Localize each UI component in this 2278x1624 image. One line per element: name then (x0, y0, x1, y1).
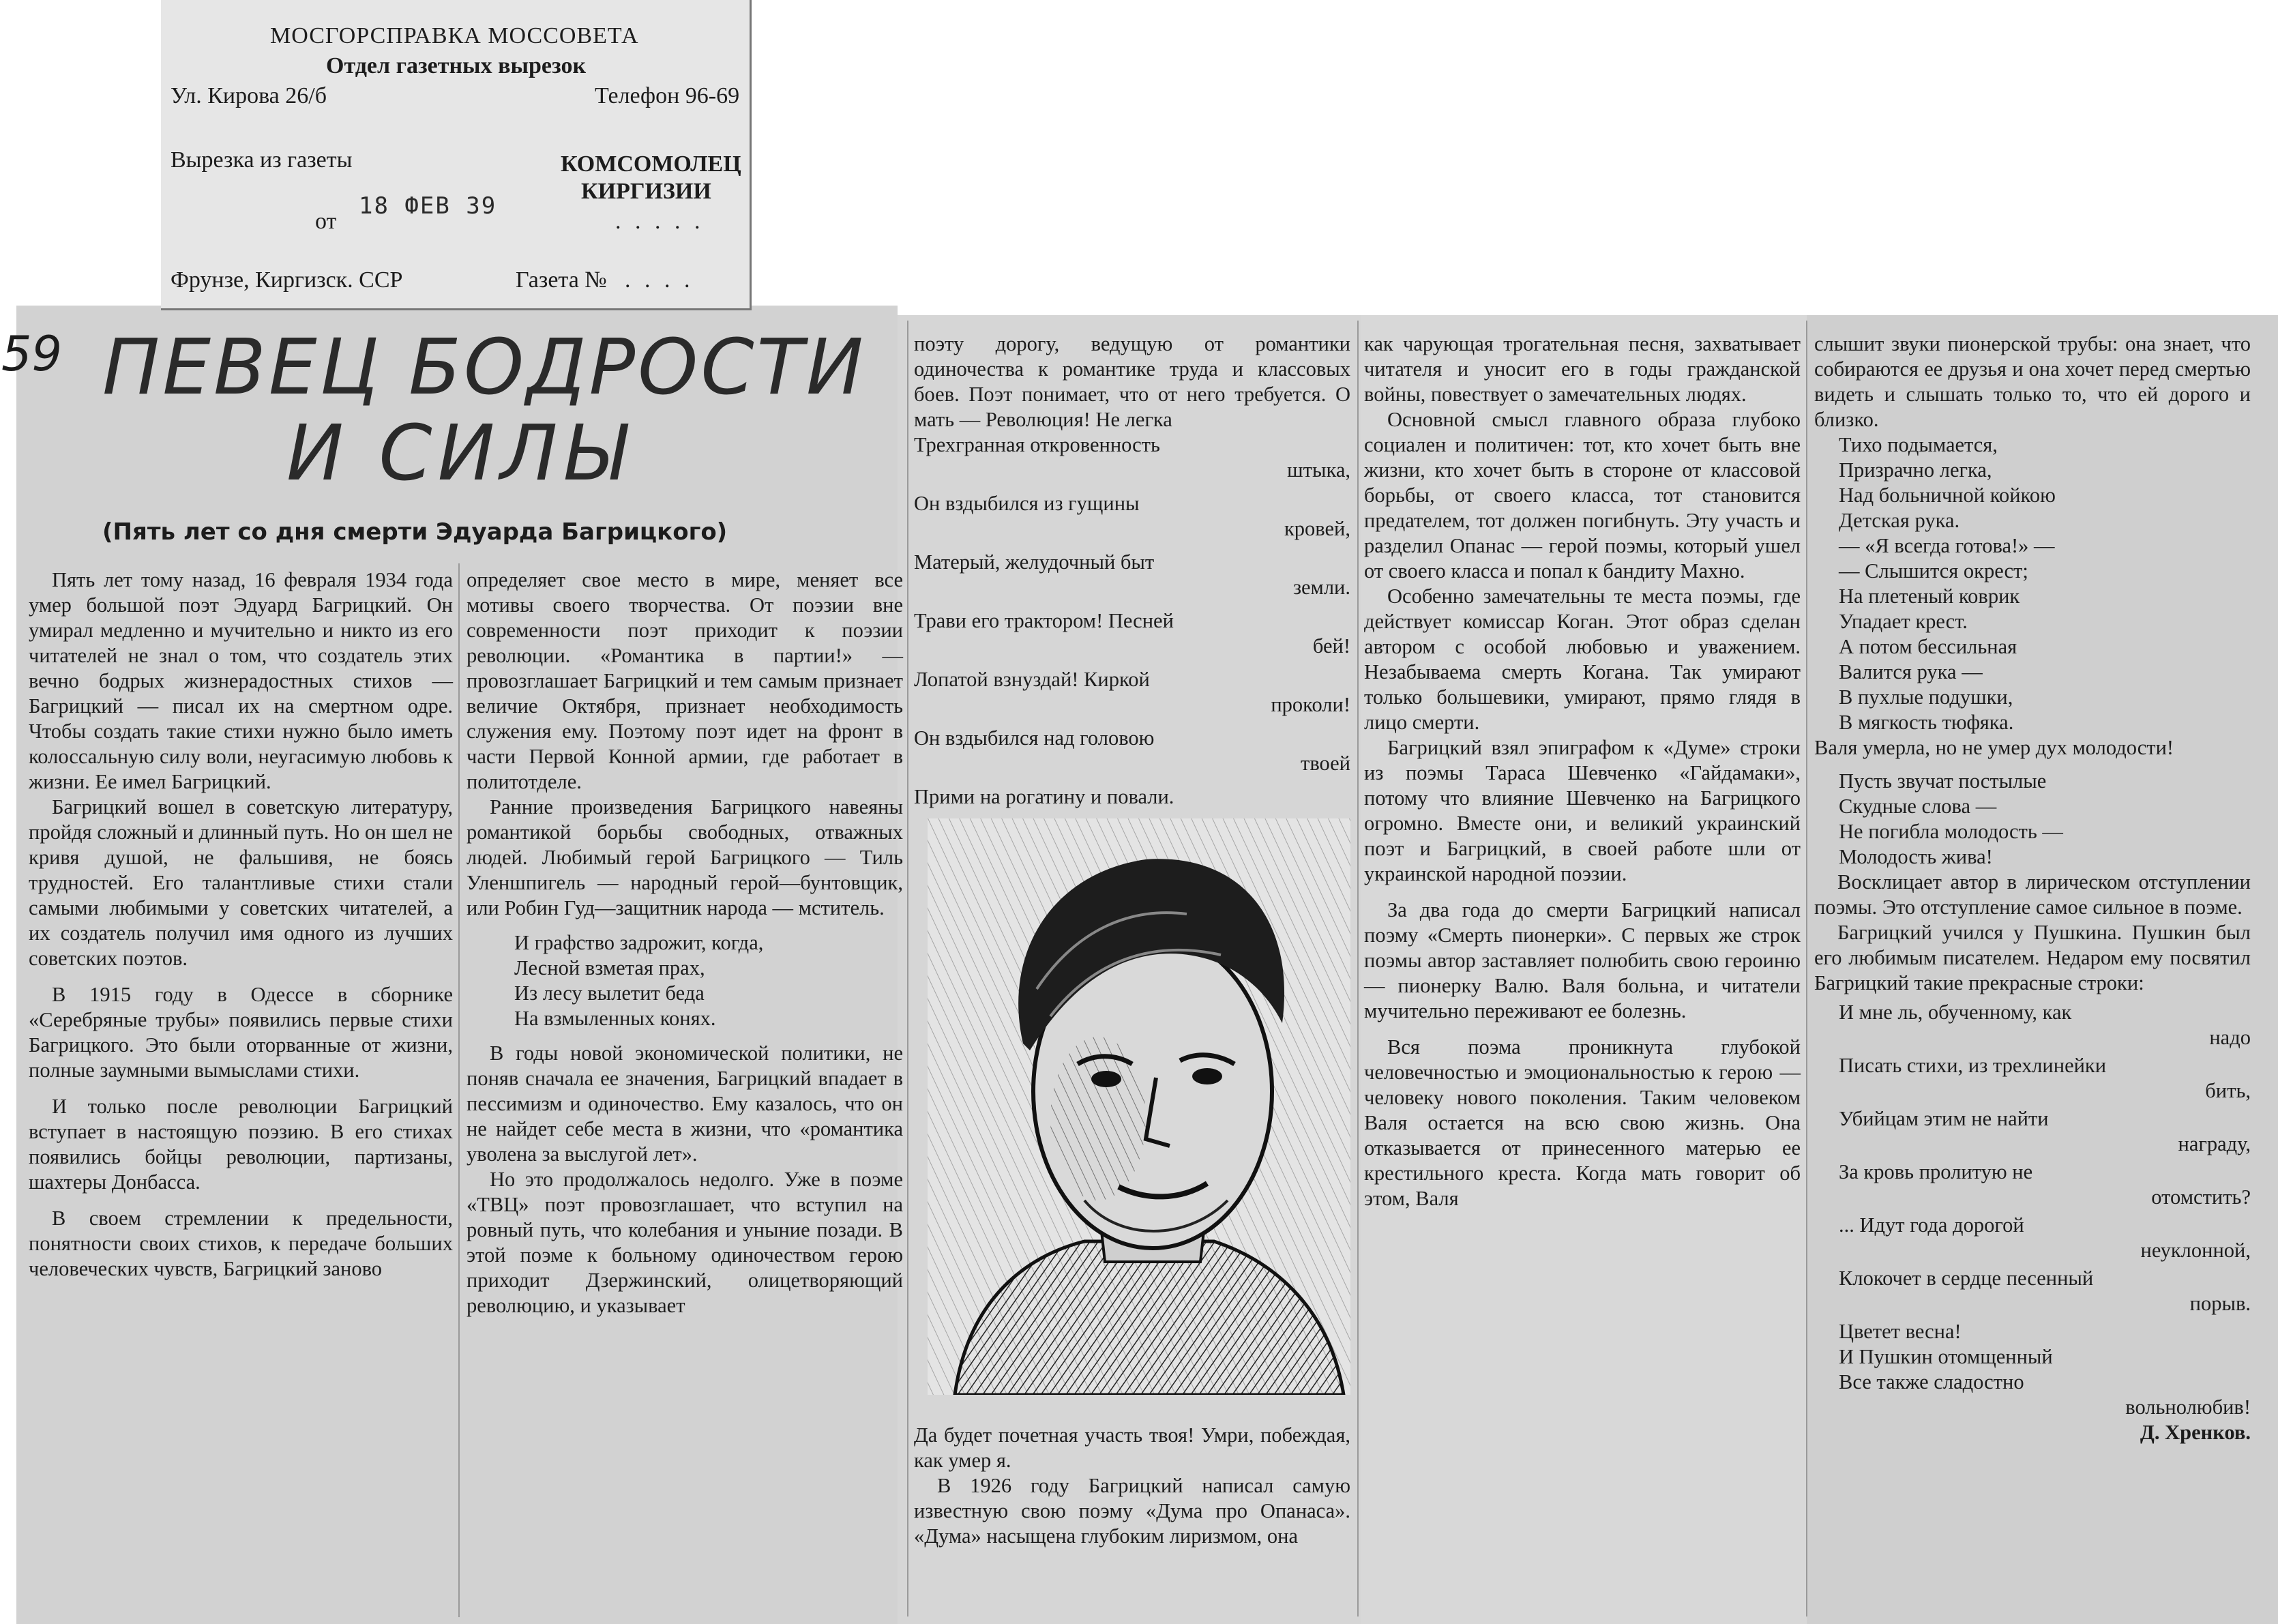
clipping-stamp (161, 0, 752, 310)
verse-line: Валится рука — (1839, 660, 1983, 683)
verse-line-end: бить, (2205, 1079, 2251, 1102)
paragraph: Основной смысл главного образа глубоко социален и политичен: тот, кто хочет быть вне жизни, кто хочет быть в стороне от классовой борьбы, от своего класса, тот становится предателем, тот должен погибнуть. Эту участь и разделил Опанас — герой поэмы, который ушел от своего класса и попал к бандиту Махно. (1364, 408, 1801, 582)
verse-line: На взмыленных конях. (514, 1007, 716, 1030)
article-column-3-bottom (914, 1423, 1350, 1549)
stamp-date-label: от (315, 209, 337, 234)
article-column-4 (1364, 331, 1801, 1211)
margin-number: 59 (1, 326, 63, 382)
paragraph: Багрицкий вошел в советскую литературу, пройдя сложный и длинный путь. Но он шел не кривя душой, не фальшивя, не боясь трудностей. Его талантливые стихи стали самыми любимыми у советских читателей, а их создатель получил имя одного из лучших советских поэтов. (29, 795, 453, 970)
verse-line-end: твоей (1300, 752, 1350, 775)
verse-line: — Слышится окрест; (1839, 559, 2028, 582)
paragraph: поэту дорогу, ведущую от романтики одиночества к романтике труда и классовых боев. Поэт понимает, что от него требуется. О мать — Революция! Не легка (914, 332, 1350, 431)
paragraph: Ранние произведения Багрицкого навеяны романтикой борьбы свободных, отважных людей. Любимый герой Багрицкого — Тиль Уленшпигель — народный герой—бунтовщик, или Робин Гуд—защитник народа — мститель. (467, 795, 903, 919)
stamp-issue-label: Газета № (516, 267, 607, 293)
verse-line-end: земли. (1292, 576, 1350, 599)
paragraph: За два года до смерти Багрицкий написал поэму «Смерть пионерки». С первых же строк поэмы автор заставляет полюбить свою героиню — пионерку Валю. Валя больна, и читатели мучительно переживают ее болезнь. (1364, 898, 1801, 1022)
paragraph: Особенно замечательны те места поэмы, где действует комиссар Коган. Этот образ сделан автором с особой любовью и уважением. Незабываема смерть Когана. Так умирают только большевики, умирают, прямо глядя в лицо смерти. (1364, 585, 1801, 734)
verse-line-end: кровей, (1284, 517, 1350, 540)
stamp-issue-dots: . . . . (625, 267, 694, 293)
paragraph: Восклицает автор в лирическом отступлении поэмы. Это отступление самое сильное в поэме. (1814, 870, 2251, 919)
verse-line-end: бей! (1312, 634, 1350, 658)
paragraph: Пять лет тому назад, 16 февраля 1934 года умер большой поэт Эдуард Багрицкий. Он умирал медленно и мучительно и никто из его читателей не знал о том, что создатель этих вечно бодрых жизнерадостных стихов — Багрицкий — писал их на смертном одре. Чтобы создать такие стихи нужно было иметь колоссальную силу воли, неугасимую любовь к жизни. Ее имел Багрицкий. (29, 568, 453, 793)
stamp-org: МОСГОРСПРАВКА МОССОВЕТА (270, 23, 639, 48)
verse-pioneer (1839, 432, 2251, 735)
verse-line-end: надо (2209, 1026, 2251, 1049)
column-rule-2 (907, 321, 908, 1616)
stamp-newspaper-line2: КИРГИЗИИ (581, 179, 711, 204)
column-rule-1 (458, 563, 460, 1617)
paragraph: В годы новой экономической политики, не поняв сначала ее значения, Багрицкий впадает в пессимизм и одиночество. Ему казалось, что он не найдет себе места в жизни, что «романтика уволена за выслугой лет». (467, 1042, 903, 1166)
column-rule-4 (1806, 321, 1807, 1616)
article-title-line2: И СИЛЫ (286, 409, 632, 498)
stamp-date-value: 18 ФЕВ 39 (359, 192, 497, 220)
verse-line: Трави его трактором! Песней (914, 609, 1174, 632)
verse-line: Детская рука. (1839, 509, 1960, 532)
column-rule-3 (1357, 321, 1359, 1616)
verse-line: На плетеный коврик (1839, 585, 2020, 608)
verse-line-end: проколи! (1271, 693, 1350, 716)
verse-line: И Пушкин отомщенный (1839, 1345, 2053, 1368)
verse-line: Молодость жива! (1839, 845, 1993, 868)
article-column-2 (467, 567, 903, 1318)
verse-line: Пусть звучат постылые (1839, 769, 2047, 793)
stamp-newspaper-line1: КОМСОМОЛЕЦ (561, 151, 741, 177)
verse-line: В мягкость тюфяка. (1839, 711, 2014, 734)
verse-line: И мне ль, обученному, как (1839, 1001, 2072, 1024)
verse-line: Лопатой взнуздай! Киркой (914, 668, 1150, 691)
verse-line: Убийцам этим не найти (1839, 1107, 2049, 1130)
stamp-address: Ул. Кирова 26/б (171, 83, 327, 108)
verse-line: — «Я всегда готова!» — (1839, 534, 2055, 557)
verse-line-end: порыв. (2189, 1292, 2251, 1315)
paragraph: В 1926 году Багрицкий написал самую известную свою поэму «Дума про Опанаса». «Дума» насыщена глубоким лиризмом, она (914, 1474, 1350, 1548)
verse-line-end: награду, (2178, 1132, 2251, 1155)
verse-line: Он вздыбился из гущины (914, 492, 1140, 515)
verse-line: Цветет весна! (1839, 1320, 1962, 1343)
author-signature: Д. Хренков. (2140, 1421, 2251, 1444)
verse-line: Скудные слова — (1839, 795, 1997, 818)
verse-line: А потом бессильная (1839, 635, 2017, 658)
paragraph: Но это продолжалось недолго. Уже в поэме «ТВЦ» поэт провозглашает, что вступил на ровный путь, что колебания и уныние позади. В этой поэме к больному одиночеством герою приходит Дзержинский, олицетворяющий революцию, и указывает (467, 1168, 903, 1317)
paragraph: Да будет почетная участь твоя! Умри, побеждая, как умер я. (914, 1423, 1350, 1472)
verse-line: Все также сладостно (1839, 1370, 2024, 1393)
paragraph: Валя умерла, но не умер дух молодости! (1814, 736, 2174, 759)
stamp-city: Фрунзе, Киргизск. ССР (171, 267, 403, 293)
poet-portrait (928, 818, 1350, 1395)
verse-line-end: неуклонной, (2140, 1239, 2251, 1262)
verse-line: Лесной взметая прах, (514, 956, 705, 979)
paragraph: Вся поэма проникнута глубокой человечностью и эмоциональностью к герою — человеку нового поколения. Таким человеком Валя остается на всю свою жизнь. Она отказывается от принесенного матерью ее крестильного креста. Когда мать говорит об этом, Валя (1364, 1035, 1801, 1210)
verse-line: Тихо подымается, (1839, 433, 1998, 456)
verse-line: Призрачно легка, (1839, 458, 1992, 482)
article-title-line1: ПЕВЕЦ БОДРОСТИ (102, 323, 866, 412)
article-subtitle: (Пять лет со дня смерти Эдуарда Багрицкого) (102, 518, 728, 546)
verse-line: Матерый, желудочный быт (914, 550, 1155, 574)
verse-tyl (514, 930, 903, 1031)
verse-line-end: вольнолюбив! (2125, 1396, 2251, 1419)
verse-line: За кровь пролитую не (1839, 1160, 2033, 1183)
stamp-phone: Телефон 96-69 (595, 83, 740, 108)
verse-line-end: отомстить? (2151, 1185, 2251, 1209)
paragraph: Багрицкий взял эпиграфом к «Думе» строки из поэмы Тараса Шевченко «Гайдамаки», потому что влияние Шевченко на Багрицкого огромно. Вместе они, и великий украинский поэт и Багрицкий, в своей работе шли от украинской народной поэзии. (1364, 736, 1801, 885)
verse-line: Он вздыбился над головою (914, 726, 1155, 750)
paragraph: Багрицкий учился у Пушкина. Пушкин был его любимым писателем. Недаром ему посвятил Багрицкий такие прекрасные строки: (1814, 921, 2251, 994)
verse-line: Над больничной койкою (1839, 484, 2056, 507)
verse-line-end: штыка, (1287, 458, 1350, 482)
verse-line: Упадает крест. (1839, 610, 1968, 633)
stamp-clipping-label: Вырезка из газеты (171, 147, 353, 173)
paragraph: как чарующая трогательная песня, захватывает читателя и уносит его в годы гражданской войны, повествует о замечательных людях. (1364, 332, 1801, 406)
paragraph: И только после революции Багрицкий вступает в настоящую поэзию. В его стихах появились бойцы революции, партизаны, шахтеры Донбасса. (29, 1095, 453, 1194)
paragraph: В своем стремлении к предельности, понятности своих стихов, к передаче больших человеческих чувств, Багрицкий заново (29, 1207, 453, 1280)
paragraph: В 1915 году в Одессе в сборнике «Серебряные трубы» появились первые стихи Багрицкого. Это были оторванные от жизни, полные заумными вымыслами стихи. (29, 983, 453, 1082)
paragraph: определяет свое место в мире, меняет все мотивы своего творчества. От поэзии вне современности поэт приходит к поэзии революции. «Романтика в партии!» — провозглашает Багрицкий и тем самым признает величие Октября, признает необходимость служения ему. Поэтому поэт идет на фронт в части Первой Конной армии, где работает в политотделе. (467, 568, 903, 793)
stamp-dept: Отдел газетных вырезок (326, 53, 587, 78)
verse-tvc (914, 432, 1350, 810)
verse-line: Прими на рогатину и повали. (914, 785, 1174, 808)
paragraph: слышит звуки пионерской трубы: она знает, что собираются ее друзья и она хочет перед смертью видеть и слышать только то, что ей дорого и близко. (1814, 332, 2251, 431)
verse-line: Из лесу вылетит беда (514, 981, 705, 1005)
verse-line: В пухлые подушки, (1839, 685, 2013, 709)
article-column-5 (1814, 331, 2251, 1445)
verse-line: Клокочет в сердце песенный (1839, 1267, 2094, 1290)
verse-line: ... Идут года дорогой (1839, 1213, 2024, 1237)
verse-line: И графство задрожит, когда, (514, 931, 764, 954)
article-column-1 (29, 567, 453, 1282)
stamp-date-dots: . . . . . (615, 209, 705, 234)
verse-youth (1839, 769, 2251, 870)
verse-line: Трехгранная откровенность (914, 433, 1160, 456)
verse-pushkin (1839, 1000, 2251, 1420)
verse-line: Не погибла молодость — (1839, 820, 2063, 843)
verse-line: Писать стихи, из трехлинейки (1839, 1054, 2107, 1077)
article-column-3-top (914, 331, 1350, 810)
